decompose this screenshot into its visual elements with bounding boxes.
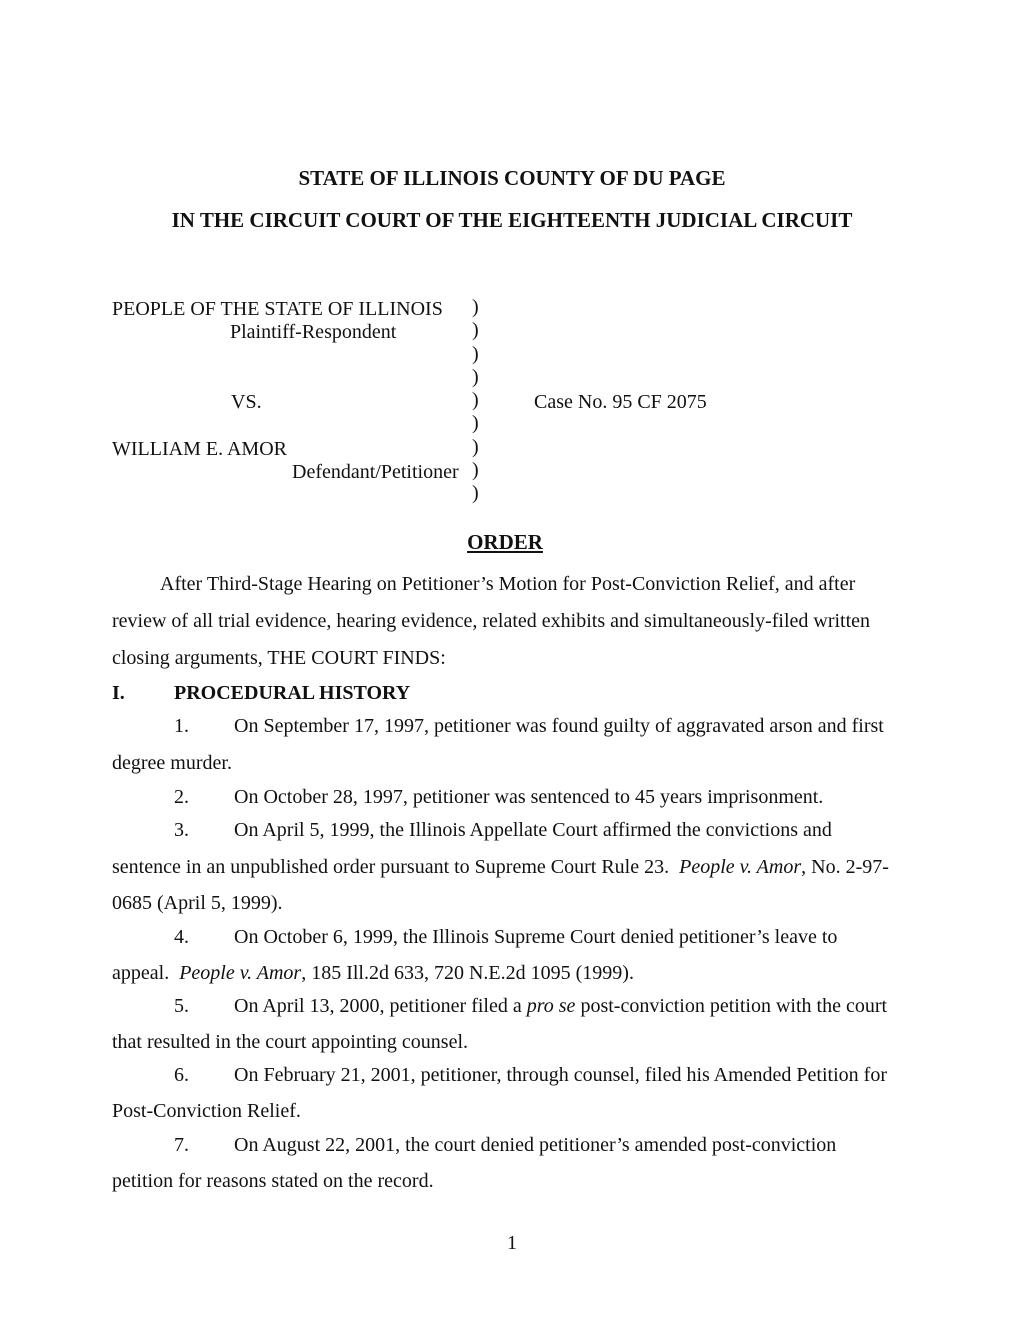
caption-paren: ) bbox=[472, 296, 479, 318]
caption-paren: ) bbox=[472, 412, 479, 435]
order-title: ORDER bbox=[467, 530, 543, 554]
para-3-number: 3. bbox=[174, 819, 189, 841]
para-5-line-1-text: On April 13, 2000, petitioner filed a bbox=[234, 995, 522, 1017]
para-3-line-1: On April 5, 1999, the Illinois Appellate Court affirmed the convictions and bbox=[234, 819, 832, 841]
para-3-line-2-cite-tail: , No. 2-97- bbox=[801, 856, 889, 878]
intro-line-1: After Third-Stage Hearing on Petitioner’s Motion for Post-Conviction Relief, and after bbox=[160, 573, 856, 595]
para-5-line-2: that resulted in the court appointing counsel. bbox=[112, 1031, 469, 1053]
court-circuit-heading: IN THE CIRCUIT COURT OF THE EIGHTEENTH JUDICIAL CIRCUIT bbox=[171, 208, 853, 232]
intro-line-3: closing arguments, THE COURT FINDS: bbox=[112, 647, 446, 669]
para-6-number: 6. bbox=[174, 1064, 189, 1086]
para-4-line-1: On October 6, 1999, the Illinois Supreme Court denied petitioner’s leave to bbox=[234, 926, 838, 948]
plaintiff-role: Plaintiff-Respondent bbox=[230, 321, 397, 343]
para-7-number: 7. bbox=[174, 1134, 189, 1156]
caption-paren: ) bbox=[472, 435, 479, 458]
caption-paren: ) bbox=[472, 389, 479, 412]
para-4-line-2 bbox=[112, 956, 634, 991]
para-4-line-2-text: appeal. bbox=[112, 962, 170, 984]
intro-line-2: review of all trial evidence, hearing evidence, related exhibits and simultaneously-filed written bbox=[112, 610, 871, 632]
para-4-number: 4. bbox=[174, 926, 189, 948]
section-number: I. bbox=[112, 682, 125, 704]
para-3-line-2-text: sentence in an unpublished order pursuant to Supreme Court Rule 23. bbox=[112, 856, 670, 878]
para-7-line-1: On August 22, 2001, the court denied petitioner’s amended post-conviction bbox=[234, 1134, 837, 1156]
para-2-number: 2. bbox=[174, 786, 189, 808]
case-number: Case No. 95 CF 2075 bbox=[534, 391, 707, 413]
para-5-number: 5. bbox=[174, 995, 189, 1017]
para-1-line-1: On September 17, 1997, petitioner was found guilty of aggravated arson and first bbox=[234, 715, 884, 737]
para-1-line-2: degree murder. bbox=[112, 752, 232, 774]
caption-paren: ) bbox=[472, 365, 479, 388]
plaintiff-name: PEOPLE OF THE STATE OF ILLINOIS bbox=[112, 298, 443, 320]
caption-paren-column bbox=[472, 296, 479, 506]
para-3-line-3: 0685 (April 5, 1999). bbox=[112, 892, 283, 914]
pro-se-term: pro se bbox=[526, 995, 576, 1017]
para-3-line-2 bbox=[112, 850, 889, 885]
para-7-line-2: petition for reasons stated on the record. bbox=[112, 1170, 434, 1192]
para-4-line-2-cite-tail: , 185 Ill.2d 633, 720 N.E.2d 1095 (1999). bbox=[301, 962, 634, 984]
versus-label: VS. bbox=[231, 391, 262, 413]
para-2-line-1: On October 28, 1997, petitioner was sentenced to 45 years imprisonment. bbox=[234, 786, 824, 808]
para-6-line-2: Post-Conviction Relief. bbox=[112, 1100, 301, 1122]
caption-paren: ) bbox=[472, 342, 479, 365]
defendant-role: Defendant/Petitioner bbox=[292, 461, 459, 483]
page-number: 1 bbox=[507, 1232, 517, 1254]
para-5-line-1-tail: post-conviction petition with the court bbox=[580, 995, 888, 1017]
court-state-county-heading: STATE OF ILLINOIS COUNTY OF DU PAGE bbox=[298, 166, 726, 190]
defendant-name: WILLIAM E. AMOR bbox=[112, 438, 287, 460]
caption-paren: ) bbox=[472, 459, 479, 482]
caption-paren: ) bbox=[472, 482, 479, 505]
caption-paren: ) bbox=[472, 319, 479, 342]
case-citation: People v. Amor bbox=[179, 962, 302, 984]
para-6-line-1: On February 21, 2001, petitioner, through counsel, filed his Amended Petition for bbox=[234, 1064, 887, 1086]
para-1-number: 1. bbox=[174, 715, 189, 737]
section-title: PROCEDURAL HISTORY bbox=[174, 682, 411, 704]
case-citation: People v. Amor bbox=[679, 856, 802, 878]
para-5-line-1 bbox=[234, 989, 887, 1024]
